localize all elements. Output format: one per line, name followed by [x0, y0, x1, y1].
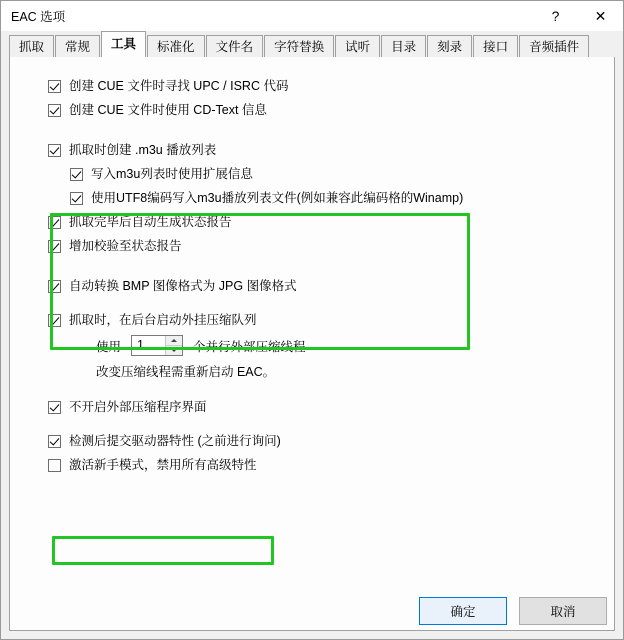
- tab-strip: [1, 31, 623, 57]
- tab-catalog[interactable]: 目录: [381, 35, 426, 57]
- option-label: 不开启外部压缩程序界面: [69, 400, 207, 414]
- checkbox-cd-text[interactable]: [48, 104, 61, 117]
- stepper-up-icon[interactable]: [166, 336, 182, 346]
- highlight-box-novice-mode: [52, 536, 274, 565]
- checkbox-background-compress-queue[interactable]: [48, 314, 61, 327]
- thread-count-row: [96, 335, 600, 356]
- options-list: [10, 57, 614, 473]
- checkbox-m3u-extended-info[interactable]: [70, 168, 83, 181]
- option-m3u-utf8[interactable]: [70, 191, 600, 206]
- option-label: 写入m3u列表时使用扩展信息: [91, 167, 253, 181]
- window-controls: [533, 1, 623, 31]
- tab-tools[interactable]: 工具: [101, 31, 146, 57]
- option-checksum-report[interactable]: [48, 239, 600, 254]
- option-status-report[interactable]: [48, 215, 600, 230]
- checkbox-upc-isrc[interactable]: [48, 80, 61, 93]
- option-no-external-compressor-ui[interactable]: [48, 400, 600, 415]
- checkbox-no-external-compressor-ui[interactable]: [48, 401, 61, 414]
- thread-count-prefix-label: 使用: [96, 339, 122, 354]
- thread-count-stepper[interactable]: [131, 335, 183, 356]
- restart-note: 改变压缩线程需重新启动 EAC。: [96, 365, 276, 379]
- option-submit-drive-features[interactable]: [48, 434, 600, 449]
- tab-audition[interactable]: 试听: [335, 35, 380, 57]
- option-upc-isrc[interactable]: [48, 79, 600, 94]
- checkbox-novice-mode[interactable]: [48, 459, 61, 472]
- option-label: 激活新手模式，禁用所有高级特性: [69, 458, 257, 472]
- help-icon[interactable]: ?: [551, 8, 560, 24]
- option-cd-text[interactable]: [48, 103, 600, 118]
- option-label: 创建 CUE 文件时使用 CD-Text 信息: [69, 103, 267, 117]
- option-m3u-extended-info[interactable]: [70, 167, 600, 182]
- option-label: 自动转换 BMP 图像格式为 JPG 图像格式: [69, 279, 297, 293]
- option-label: 抓取时创建 .m3u 播放列表: [69, 143, 217, 157]
- thread-count-value[interactable]: 1: [137, 338, 144, 352]
- tab-character-replace[interactable]: 字符替换: [264, 35, 334, 57]
- tab-filename[interactable]: 文件名: [206, 35, 264, 57]
- option-background-compress-queue[interactable]: [48, 313, 600, 328]
- window-title: EAC 选项: [11, 10, 66, 24]
- tab-burn[interactable]: 刻录: [427, 35, 472, 57]
- thread-count-suffix-label: 个并行外部压缩线程: [193, 339, 306, 354]
- tab-capture[interactable]: 抓取: [9, 35, 54, 57]
- checkbox-bmp-to-jpg[interactable]: [48, 280, 61, 293]
- option-novice-mode[interactable]: [48, 458, 600, 473]
- checkbox-checksum-report[interactable]: [48, 240, 61, 253]
- option-label: 增加校验至状态报告: [69, 239, 182, 253]
- stepper-buttons: [165, 336, 182, 355]
- option-label: 创建 CUE 文件时寻找 UPC / ISRC 代码: [69, 79, 289, 93]
- checkbox-m3u-utf8[interactable]: [70, 192, 83, 205]
- title-bar: [1, 1, 623, 31]
- ok-button[interactable]: 确定: [419, 597, 507, 625]
- option-label: 使用UTF8编码写入m3u播放列表文件(例如兼容此编码格的Winamp): [91, 191, 464, 205]
- checkbox-status-report[interactable]: [48, 216, 61, 229]
- stepper-down-icon[interactable]: [166, 346, 182, 355]
- option-create-m3u[interactable]: [48, 143, 600, 158]
- option-bmp-to-jpg[interactable]: [48, 279, 600, 294]
- checkbox-create-m3u[interactable]: [48, 144, 61, 157]
- cancel-button[interactable]: 取消: [519, 597, 607, 625]
- tab-interface[interactable]: 接口: [473, 35, 518, 57]
- checkbox-submit-drive-features[interactable]: [48, 435, 61, 448]
- tab-normalize[interactable]: 标准化: [147, 35, 205, 57]
- tab-general[interactable]: 常规: [55, 35, 100, 57]
- option-label: 抓取时，在后台启动外挂压缩队列: [69, 313, 257, 327]
- option-label: 检测后提交驱动器特性 (之前进行询问): [69, 434, 281, 448]
- tab-audio-plugin[interactable]: 音频插件: [519, 35, 589, 57]
- option-label: 抓取完毕后自动生成状态报告: [69, 215, 232, 229]
- close-icon[interactable]: ✕: [594, 7, 607, 24]
- dialog-buttons: [419, 597, 607, 625]
- tab-panel-tools: [9, 56, 615, 631]
